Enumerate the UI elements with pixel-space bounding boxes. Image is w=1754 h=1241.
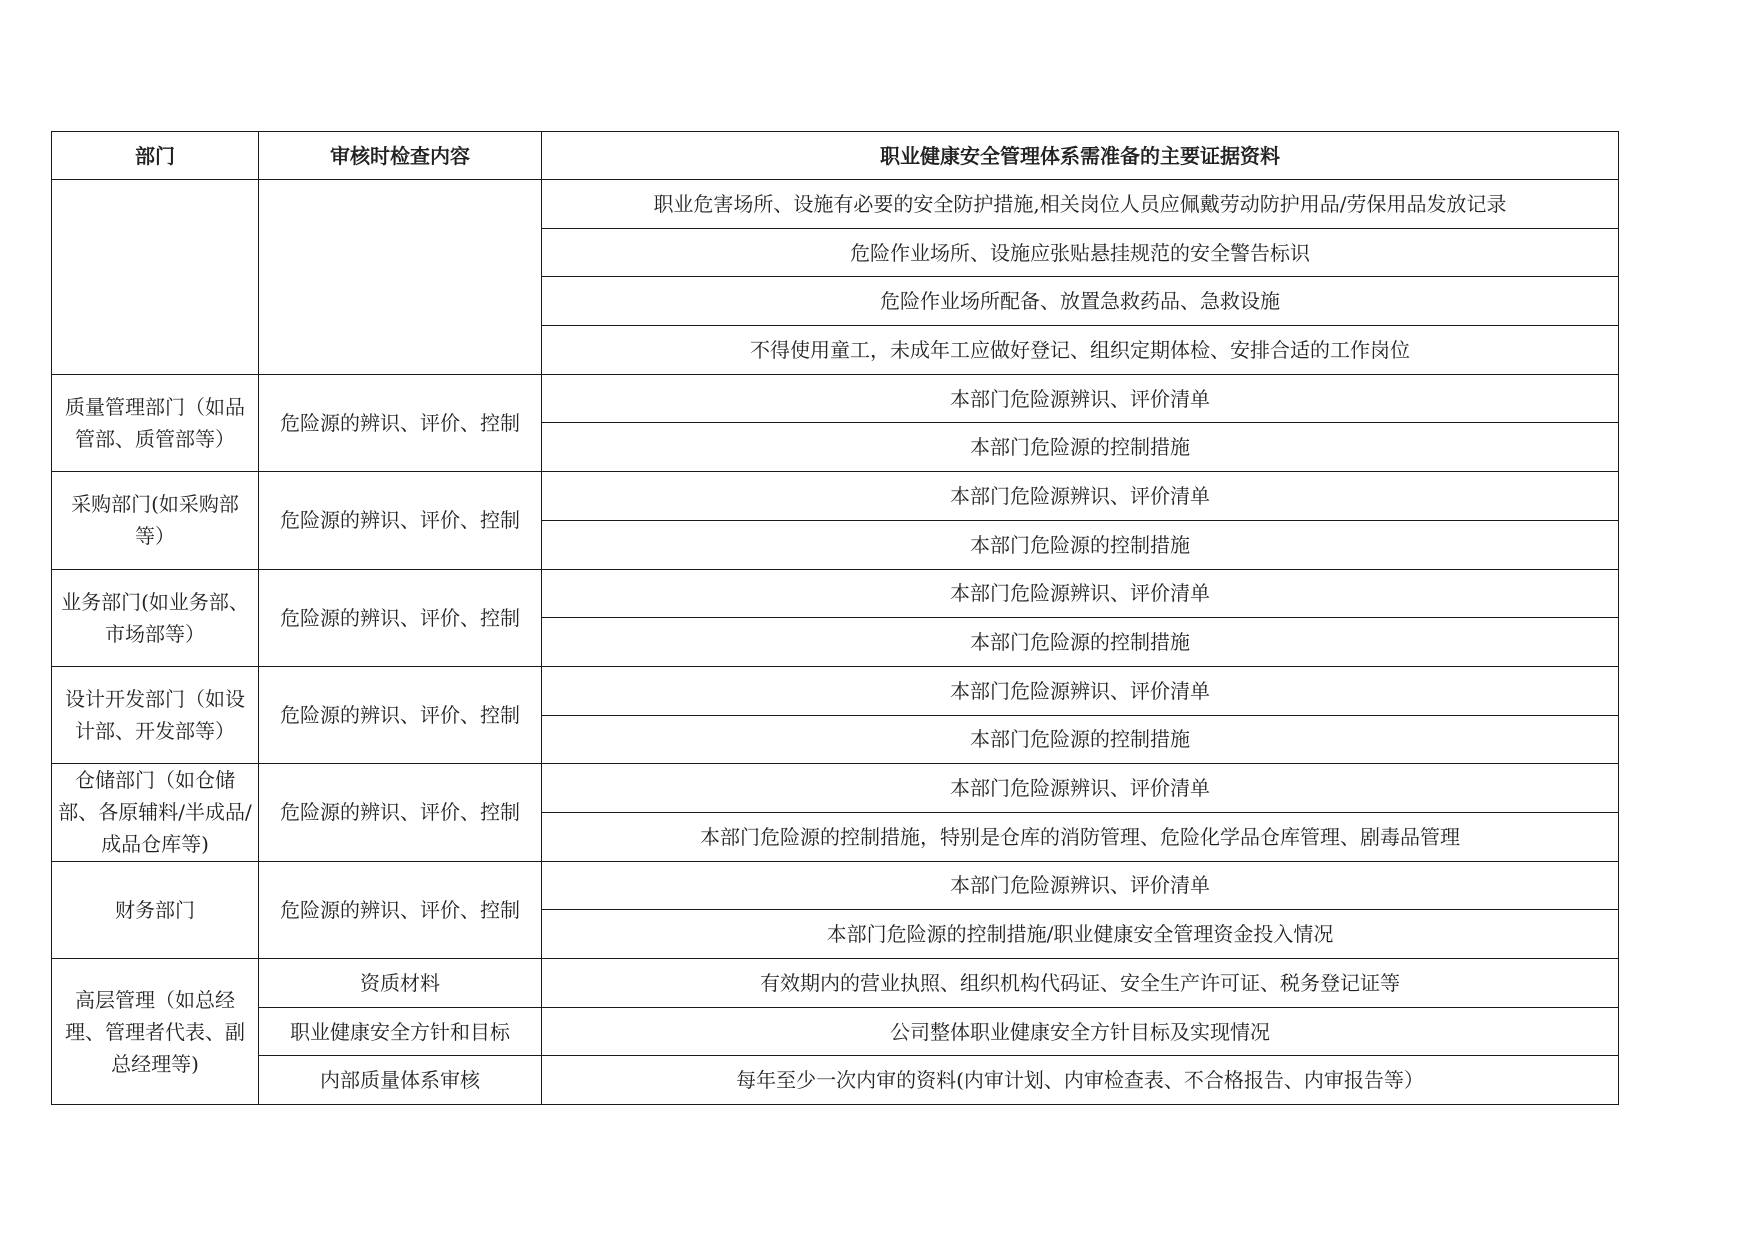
table-row [52, 1007, 1619, 1056]
evidence-cell: 本部门危险源的控制措施，特别是仓库的消防管理、危险化学品仓库管理、剧毒品管理 [542, 812, 1619, 861]
table-header-row [52, 132, 1619, 180]
check-cell: 职业健康安全方针和目标 [259, 1007, 542, 1056]
table-row [52, 180, 1619, 229]
evidence-cell: 本部门危险源辨识、评价清单 [542, 374, 1619, 423]
table-row [52, 569, 1619, 618]
table-row [52, 374, 1619, 423]
table-row [52, 666, 1619, 715]
evidence-cell: 本部门危险源的控制措施 [542, 520, 1619, 569]
check-cell: 内部质量体系审核 [259, 1056, 542, 1105]
check-cell: 资质材料 [259, 959, 542, 1008]
header-check-content: 审核时检查内容 [259, 132, 542, 180]
dept-cell: 设计开发部门（如设计部、开发部等） [52, 666, 259, 763]
dept-cell: 仓储部门（如仓储部、各原辅料/半成品/成品仓库等) [52, 764, 259, 861]
dept-cell: 采购部门(如采购部等） [52, 472, 259, 569]
evidence-cell: 本部门危险源辨识、评价清单 [542, 569, 1619, 618]
dept-cell: 质量管理部门（如品管部、质管部等） [52, 374, 259, 471]
dept-cell [52, 180, 259, 375]
evidence-cell: 本部门危险源的控制措施 [542, 423, 1619, 472]
table-row [52, 1056, 1619, 1105]
check-cell: 危险源的辨识、评价、控制 [259, 374, 542, 471]
table-row [52, 959, 1619, 1008]
dept-cell: 财务部门 [52, 861, 259, 958]
check-cell: 危险源的辨识、评价、控制 [259, 569, 542, 666]
check-cell [259, 180, 542, 375]
evidence-cell: 本部门危险源的控制措施/职业健康安全管理资金投入情况 [542, 910, 1619, 959]
evidence-cell: 危险作业场所、设施应张贴悬挂规范的安全警告标识 [542, 228, 1619, 277]
header-evidence: 职业健康安全管理体系需准备的主要证据资料 [542, 132, 1619, 180]
audit-evidence-table [51, 131, 1619, 1105]
evidence-cell: 本部门危险源辨识、评价清单 [542, 666, 1619, 715]
table-row [52, 764, 1619, 813]
evidence-cell: 本部门危险源辨识、评价清单 [542, 764, 1619, 813]
evidence-cell: 有效期内的营业执照、组织机构代码证、安全生产许可证、税务登记证等 [542, 959, 1619, 1008]
evidence-cell: 本部门危险源辨识、评价清单 [542, 861, 1619, 910]
table-row [52, 861, 1619, 910]
check-cell: 危险源的辨识、评价、控制 [259, 861, 542, 958]
evidence-cell: 不得使用童工，未成年工应做好登记、组织定期体检、安排合适的工作岗位 [542, 326, 1619, 375]
check-cell: 危险源的辨识、评价、控制 [259, 666, 542, 763]
evidence-cell: 本部门危险源的控制措施 [542, 618, 1619, 667]
evidence-cell: 危险作业场所配备、放置急救药品、急救设施 [542, 277, 1619, 326]
dept-cell: 业务部门(如业务部、市场部等） [52, 569, 259, 666]
evidence-cell: 职业危害场所、设施有必要的安全防护措施,相关岗位人员应佩戴劳动防护用品/劳保用品发放记录 [542, 180, 1619, 229]
header-dept: 部门 [52, 132, 259, 180]
table-row [52, 472, 1619, 521]
evidence-cell: 每年至少一次内审的资料(内审计划、内审检查表、不合格报告、内审报告等） [542, 1056, 1619, 1105]
evidence-cell: 公司整体职业健康安全方针目标及实现情况 [542, 1007, 1619, 1056]
check-cell: 危险源的辨识、评价、控制 [259, 764, 542, 861]
evidence-cell: 本部门危险源的控制措施 [542, 715, 1619, 764]
check-cell: 危险源的辨识、评价、控制 [259, 472, 542, 569]
evidence-cell: 本部门危险源辨识、评价清单 [542, 472, 1619, 521]
dept-cell: 高层管理（如总经理、管理者代表、副总经理等) [52, 959, 259, 1105]
